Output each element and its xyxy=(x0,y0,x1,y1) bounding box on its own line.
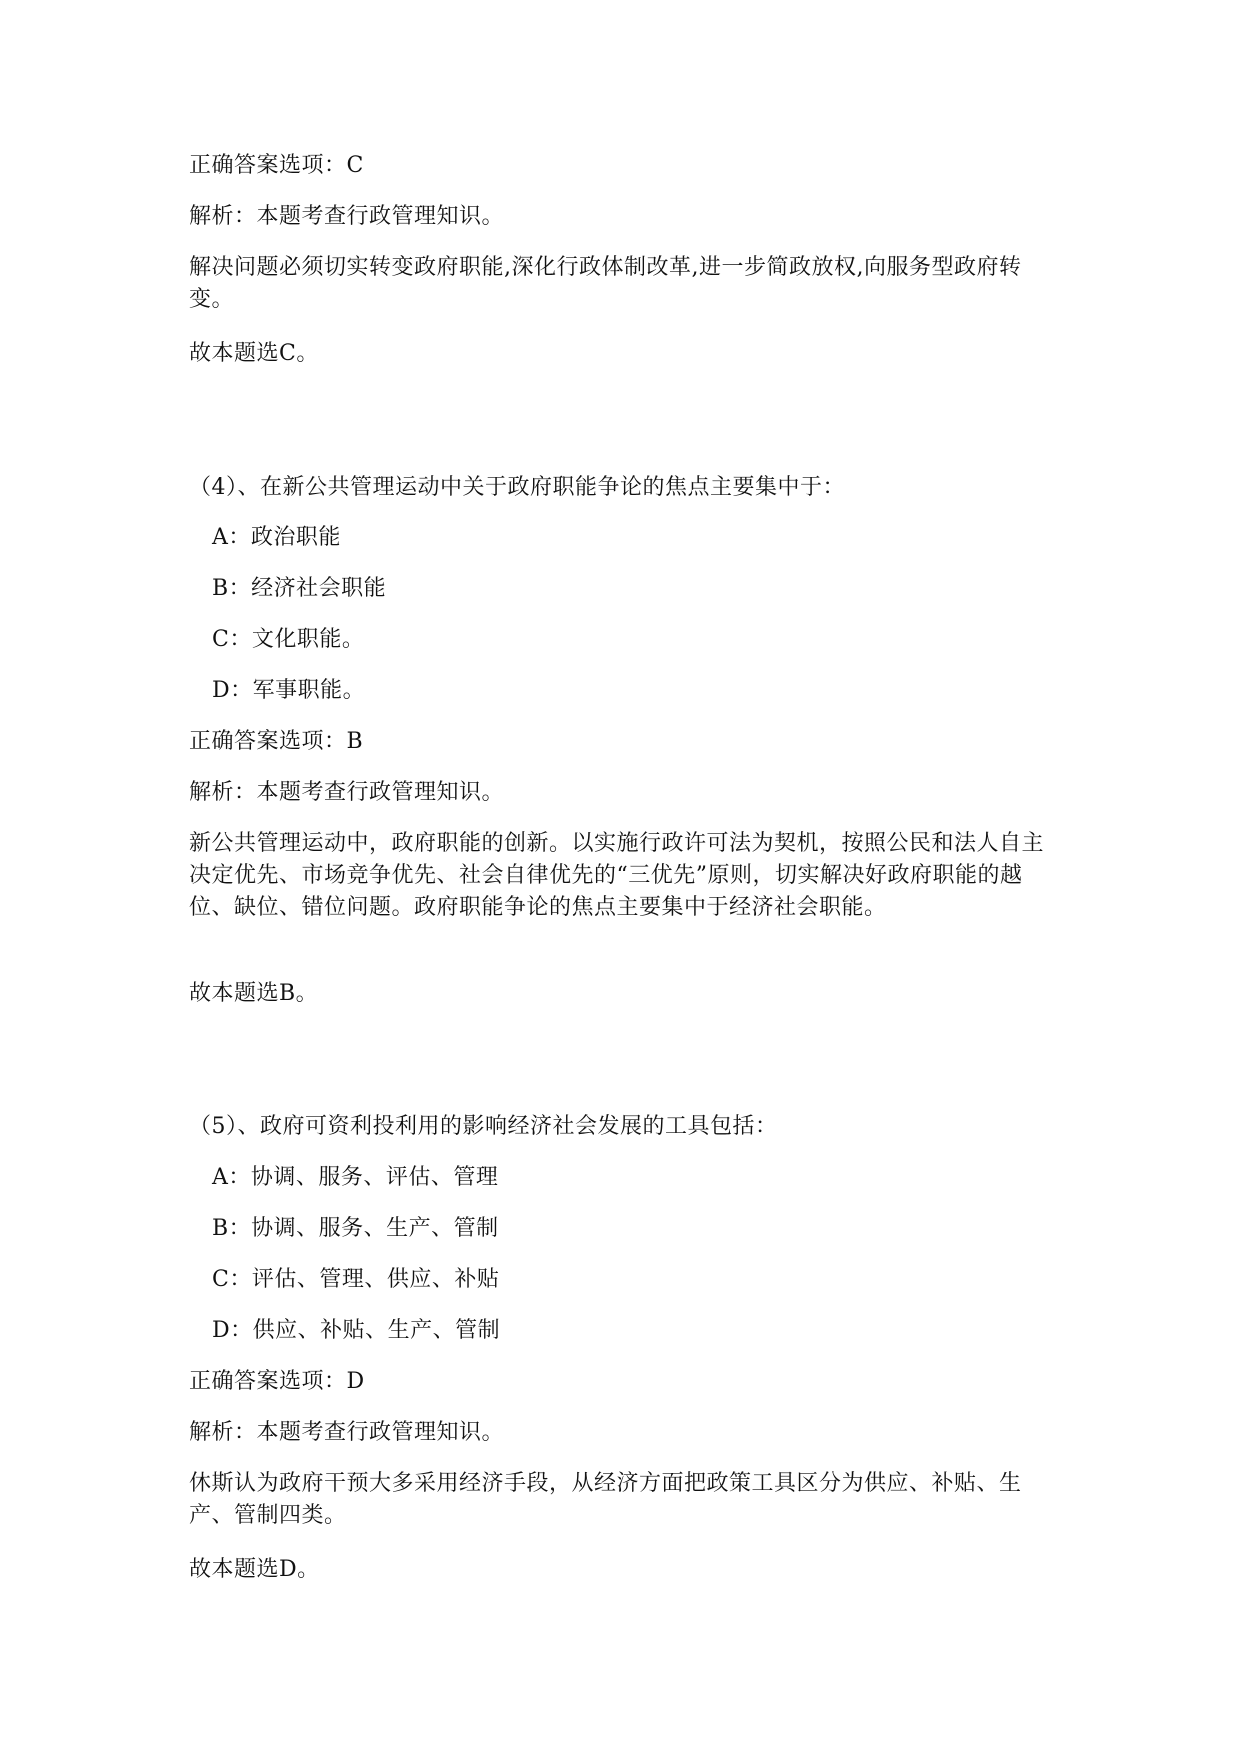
question-4-explanation: 新公共管理运动中，政府职能的创新。以实施行政许可法为契机，按照公民和法人自主决定优先、市场竞争优先、社会自律优先的“三优先”原则，切实解决好政府职能的越位、缺位、错位问题。政府职能争论的焦点主要集中于经济社会职能。 xyxy=(189,831,1045,920)
question-5-conclusion: 故本题选D。 xyxy=(189,1557,320,1582)
question-4-title: （4）、在新公共管理运动中关于政府职能争论的焦点主要集中于： xyxy=(189,475,845,500)
answer-line: 正确答案选项：C xyxy=(189,153,364,178)
question-5-option-d: D：供应、补贴、生产、管制 xyxy=(212,1318,501,1343)
explanation-text: 解决问题必须切实转变政府职能,深化行政体制改革,进一步简政放权,向服务型政府转变。 xyxy=(189,255,1022,312)
analysis-label: 解析：本题考查行政管理知识。 xyxy=(189,204,505,229)
question-5-title: （5）、政府可资利投利用的影响经济社会发展的工具包括： xyxy=(189,1114,778,1139)
question-4-option-b: B：经济社会职能 xyxy=(212,576,387,601)
question-4-conclusion: 故本题选B。 xyxy=(189,981,319,1006)
question-5-option-b: B：协调、服务、生产、管制 xyxy=(212,1216,499,1241)
question-5-answer: 正确答案选项：D xyxy=(189,1369,365,1394)
question-4-option-a: A：政治职能 xyxy=(212,525,341,550)
question-5-option-a: A：协调、服务、评估、管理 xyxy=(212,1165,499,1190)
question-4-analysis-label: 解析：本题考查行政管理知识。 xyxy=(189,780,505,805)
conclusion-line: 故本题选C。 xyxy=(189,341,319,366)
question-4-option-d: D：军事职能。 xyxy=(212,678,366,703)
question-4-answer: 正确答案选项：B xyxy=(189,729,364,754)
question-5-explanation: 休斯认为政府干预大多采用经济手段，从经济方面把政策工具区分为供应、补贴、生产、管制四类。 xyxy=(189,1471,1022,1528)
question-4-option-c: C：文化职能。 xyxy=(212,627,365,652)
question-5-option-c: C：评估、管理、供应、补贴 xyxy=(212,1267,500,1292)
question-5-analysis-label: 解析：本题考查行政管理知识。 xyxy=(189,1420,505,1445)
